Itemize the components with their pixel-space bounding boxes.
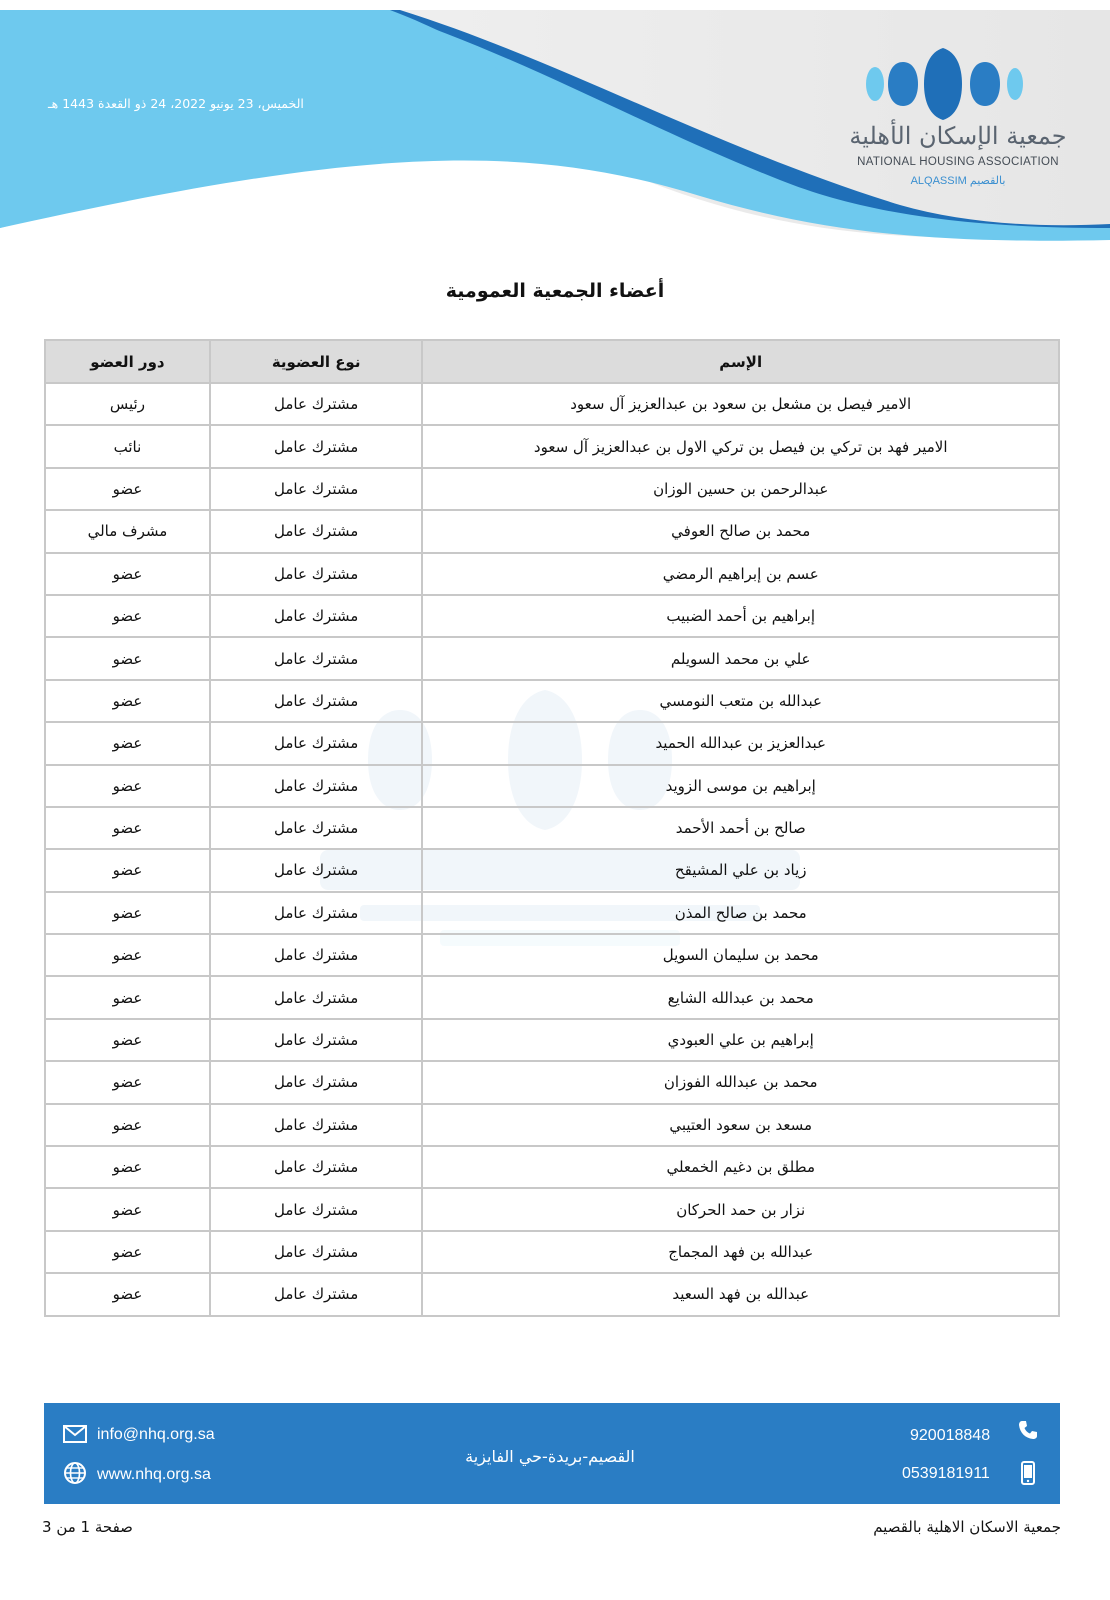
header-date: الخميس، 23 يونيو 2022، 24 ذو القعدة 1443 هـ xyxy=(48,96,304,111)
member-role-cell: عضو xyxy=(45,1231,210,1273)
table-row xyxy=(45,1231,1059,1273)
table-row xyxy=(45,383,1059,425)
membership-type-cell: مشترك عامل xyxy=(210,595,423,637)
membership-type-cell: مشترك عامل xyxy=(210,1061,423,1103)
membership-type-cell: مشترك عامل xyxy=(210,765,423,807)
membership-type-cell: مشترك عامل xyxy=(210,1273,423,1315)
document-title: أعضاء الجمعية العمومية xyxy=(445,280,665,302)
member-role-cell: عضو xyxy=(45,722,210,764)
membership-type-cell: مشترك عامل xyxy=(210,468,423,510)
header-name: الإسم xyxy=(422,340,1059,383)
membership-type-cell: مشترك عامل xyxy=(210,1231,423,1273)
member-name-cell: محمد بن صالح المذن xyxy=(422,892,1059,934)
member-role-cell: عضو xyxy=(45,765,210,807)
member-name-cell: مسعد بن سعود العتيبي xyxy=(422,1104,1059,1146)
globe-icon xyxy=(63,1461,87,1485)
phone-icon xyxy=(1018,1420,1038,1440)
table-header-row xyxy=(45,340,1059,383)
member-role-cell: عضو xyxy=(45,892,210,934)
header-role: دور العضو xyxy=(45,340,210,383)
member-role-cell: رئيس xyxy=(45,383,210,425)
membership-type-cell: مشترك عامل xyxy=(210,934,423,976)
member-name-cell: عبدالرحمن بن حسين الوزان xyxy=(422,468,1059,510)
footer-org-name: جمعية الاسكان الاهلية بالقصيم xyxy=(873,1518,1061,1536)
member-role-cell: عضو xyxy=(45,807,210,849)
footer-website[interactable]: www.nhq.org.sa xyxy=(97,1466,211,1483)
member-name-cell: علي بن محمد السويلم xyxy=(422,637,1059,679)
membership-type-cell: مشترك عامل xyxy=(210,510,423,552)
members-table xyxy=(44,339,1060,1317)
logo-city-arabic: بالقصيم xyxy=(969,175,1006,187)
mobile-phone-icon xyxy=(1020,1461,1036,1485)
logo-name-english: NATIONAL HOUSING ASSOCIATION xyxy=(857,156,1059,168)
member-name-cell: محمد بن سليمان السويل xyxy=(422,934,1059,976)
footer-address: القصيم-بريدة-حي الفايزية xyxy=(465,1447,635,1466)
logo-name-arabic: جمعية الإسكان الأهلية xyxy=(849,122,1067,150)
table-row xyxy=(45,425,1059,467)
footer-mobile[interactable]: 0539181911 xyxy=(902,1465,990,1482)
membership-type-cell: مشترك عامل xyxy=(210,1019,423,1061)
logo-drops-icon xyxy=(828,44,1088,124)
footer-email[interactable]: info@nhq.org.sa xyxy=(97,1426,215,1443)
table-row xyxy=(45,595,1059,637)
member-role-cell: عضو xyxy=(45,680,210,722)
table-row xyxy=(45,1061,1059,1103)
member-role-cell: عضو xyxy=(45,1104,210,1146)
association-logo xyxy=(828,44,1088,204)
table-row xyxy=(45,553,1059,595)
table-row xyxy=(45,976,1059,1018)
member-name-cell: إبراهيم بن موسى الزويد xyxy=(422,765,1059,807)
membership-type-cell: مشترك عامل xyxy=(210,425,423,467)
member-role-cell: عضو xyxy=(45,553,210,595)
member-name-cell: محمد بن صالح العوفي xyxy=(422,510,1059,552)
table-row xyxy=(45,807,1059,849)
header-membership-type: نوع العضوية xyxy=(210,340,423,383)
member-role-cell: عضو xyxy=(45,1146,210,1188)
table-row xyxy=(45,637,1059,679)
footer-phone[interactable]: 920018848 xyxy=(910,1427,991,1444)
membership-type-cell: مشترك عامل xyxy=(210,553,423,595)
members-table-body xyxy=(45,383,1059,1316)
table-row xyxy=(45,1188,1059,1230)
member-role-cell: مشرف مالي xyxy=(45,510,210,552)
table-row xyxy=(45,510,1059,552)
table-row xyxy=(45,849,1059,891)
member-name-cell: إبراهيم بن أحمد الضبيب xyxy=(422,595,1059,637)
membership-type-cell: مشترك عامل xyxy=(210,976,423,1018)
table-row xyxy=(45,680,1059,722)
table-row xyxy=(45,1273,1059,1315)
membership-type-cell: مشترك عامل xyxy=(210,892,423,934)
table-row xyxy=(45,1104,1059,1146)
member-name-cell: عبدالعزيز بن عبدالله الحميد xyxy=(422,722,1059,764)
member-role-cell: عضو xyxy=(45,1273,210,1315)
member-name-cell: مطلق بن دغيم الخمعلي xyxy=(422,1146,1059,1188)
member-name-cell: عبدالله بن فهد المجماج xyxy=(422,1231,1059,1273)
member-role-cell: عضو xyxy=(45,1061,210,1103)
member-name-cell: عبدالله بن متعب النومسي xyxy=(422,680,1059,722)
member-name-cell: نزار بن حمد الحركان xyxy=(422,1188,1059,1230)
email-icon xyxy=(63,1425,87,1443)
membership-type-cell: مشترك عامل xyxy=(210,1146,423,1188)
member-role-cell: عضو xyxy=(45,595,210,637)
membership-type-cell: مشترك عامل xyxy=(210,1104,423,1146)
member-name-cell: الامير فهد بن تركي بن فيصل بن تركي الاول بن عبدالعزيز آل سعود xyxy=(422,425,1059,467)
membership-type-cell: مشترك عامل xyxy=(210,383,423,425)
member-name-cell: زياد بن علي المشيقح xyxy=(422,849,1059,891)
table-row xyxy=(45,1146,1059,1188)
table-row xyxy=(45,1019,1059,1061)
member-name-cell: محمد بن عبدالله الشايع xyxy=(422,976,1059,1018)
member-role-cell: عضو xyxy=(45,976,210,1018)
member-role-cell: عضو xyxy=(45,1019,210,1061)
logo-city xyxy=(828,174,1088,187)
member-role-cell: عضو xyxy=(45,849,210,891)
table-row xyxy=(45,765,1059,807)
member-role-cell: عضو xyxy=(45,637,210,679)
member-name-cell: إبراهيم بن علي العبودي xyxy=(422,1019,1059,1061)
member-name-cell: عسم بن إبراهيم الرمضي xyxy=(422,553,1059,595)
table-row xyxy=(45,468,1059,510)
member-name-cell: صالح بن أحمد الأحمد xyxy=(422,807,1059,849)
membership-type-cell: مشترك عامل xyxy=(210,637,423,679)
member-role-cell: عضو xyxy=(45,1188,210,1230)
membership-type-cell: مشترك عامل xyxy=(210,680,423,722)
table-row xyxy=(45,934,1059,976)
page-number: صفحة 1 من 3 xyxy=(42,1518,133,1536)
membership-type-cell: مشترك عامل xyxy=(210,807,423,849)
table-row xyxy=(45,722,1059,764)
member-name-cell: عبدالله بن فهد السعيد xyxy=(422,1273,1059,1315)
member-role-cell: عضو xyxy=(45,468,210,510)
member-role-cell: عضو xyxy=(45,934,210,976)
member-name-cell: محمد بن عبدالله الفوزان xyxy=(422,1061,1059,1103)
member-role-cell: نائب xyxy=(45,425,210,467)
table-row xyxy=(45,892,1059,934)
logo-city-english: ALQASSIM xyxy=(910,175,967,187)
member-name-cell: الامير فيصل بن مشعل بن سعود بن عبدالعزيز آل سعود xyxy=(422,383,1059,425)
membership-type-cell: مشترك عامل xyxy=(210,1188,423,1230)
membership-type-cell: مشترك عامل xyxy=(210,849,423,891)
membership-type-cell: مشترك عامل xyxy=(210,722,423,764)
